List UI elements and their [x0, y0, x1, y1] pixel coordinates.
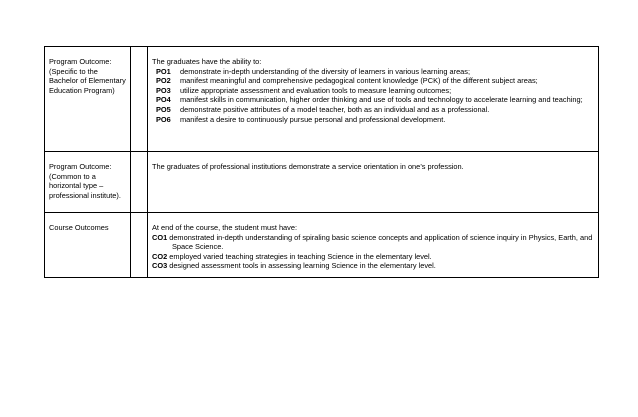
row-content	[148, 152, 599, 213]
outcome-text: manifest meaningful and comprehensive pedagogical content knowledge (PCK) of the different subject areas;	[180, 76, 538, 86]
list-item	[152, 67, 594, 77]
course-outcome-list	[152, 233, 594, 271]
outcome-code: CO3	[152, 261, 168, 271]
outcome-code: CO1	[152, 232, 168, 242]
spacer-cell	[131, 213, 148, 278]
table-row	[45, 152, 599, 213]
outcomes-table	[44, 46, 599, 278]
table-row	[45, 47, 599, 152]
list-item	[152, 105, 594, 115]
row-label: Program Outcome: (Specific to the Bachelor of Elementary Education Program)	[45, 47, 131, 152]
row-content	[148, 213, 599, 278]
list-item	[152, 76, 594, 86]
outcome-code: PO2	[156, 76, 171, 86]
intro-text: The graduates of professional institutions demonstrate a service orientation in one’s profession.	[152, 162, 464, 171]
outcome-code: PO1	[156, 66, 171, 76]
outcome-text: demonstrate in-depth understanding of the diversity of learners in various learning areas;	[180, 66, 471, 76]
list-item	[152, 86, 594, 96]
intro-text: The graduates have the ability to:	[152, 57, 262, 66]
list-item	[152, 252, 594, 262]
program-outcome-list	[152, 67, 594, 125]
outcome-code: CO2	[152, 251, 168, 261]
list-item	[152, 233, 594, 252]
list-item	[152, 261, 594, 271]
outcome-text: demonstrate positive attributes of a model teacher, both as an individual and as a professional.	[180, 104, 490, 114]
outcome-code: PO3	[156, 85, 171, 95]
outcome-text: employed varied teaching strategies in teaching Science in the elementary level.	[169, 251, 432, 261]
row-content	[148, 47, 599, 152]
row-label: Course Outcomes	[45, 213, 131, 278]
outcome-text: designed assessment tools in assessing learning Science in the elementary level.	[169, 261, 436, 271]
outcome-text: utilize appropriate assessment and evaluation tools to measure learning outcomes;	[180, 85, 452, 95]
outcome-text: demonstrated in-depth understanding of spiraling basic science concepts and application of science inquiry in Physics, Earth, and Space Science.	[169, 232, 593, 252]
outcome-text: manifest skills in communication, higher order thinking and use of tools and technology to accelerate learning and teaching;	[180, 95, 583, 105]
outcome-code: PO4	[156, 95, 171, 105]
row-label: Program Outcome: (Common to a horizontal type – professional institute).	[45, 152, 131, 213]
spacer-cell	[131, 152, 148, 213]
outcome-code: PO6	[156, 114, 171, 124]
list-item	[152, 95, 594, 105]
intro-text: At end of the course, the student must have:	[152, 223, 298, 232]
spacer-cell	[131, 47, 148, 152]
outcome-text: manifest a desire to continuously pursue personal and professional development.	[180, 114, 446, 124]
table-row	[45, 213, 599, 278]
list-item	[152, 115, 594, 125]
outcome-code: PO5	[156, 104, 171, 114]
